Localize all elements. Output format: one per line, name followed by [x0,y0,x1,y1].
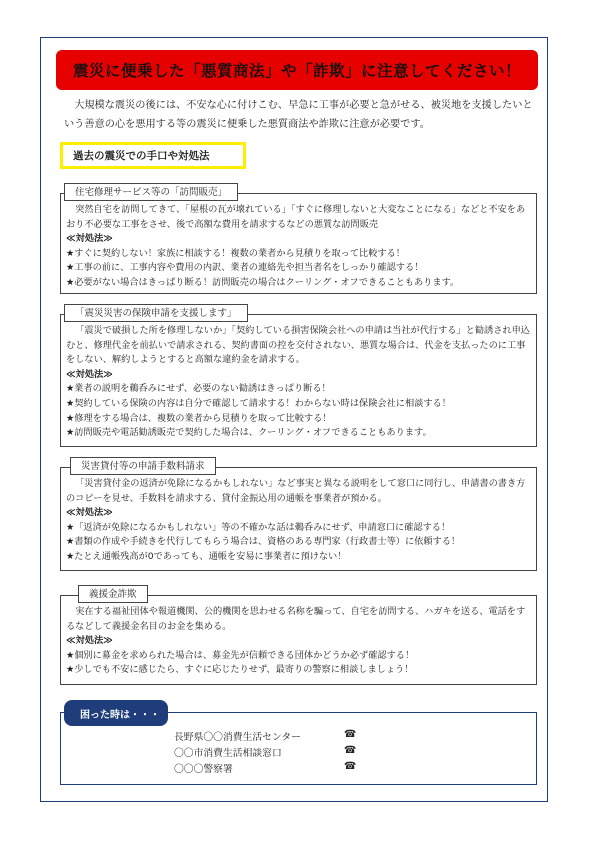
section-description: 「災害貸付金の返済が免除になるかもしれない」など事実と異なる説明をして窓口に同行し、申請書の書き方のコピーを見せ、手数料を請求する、貸付金振込用の通帳を事業者が預かる。 [66,478,526,504]
section-body-donation-fraud [66,605,532,678]
countermeasure-item: ★訪問販売や電話勧誘販売で契約した場合は、クーリング・オフできることもあります。 [66,427,432,439]
section-description: 実在する福祉団体や報道機関、公的機関を思わせる名称を騙って、自宅を訪問する、ハガキを送る、電話をするなどして義援金名目のお金を集める。 [66,606,526,632]
countermeasure-item: ★業者の説明を鵜呑みにせず、必要のない勧誘はきっぱり断る！ [66,383,331,395]
countermeasure-item: ★たとえ通帳残高が0であっても、通帳を安易に事業者に預けない！ [66,550,347,562]
section-body-loan-fee [66,477,532,565]
contact-heading: 困った時は・・・ [64,700,168,726]
section-body-insurance [66,324,532,441]
section-tab-visit-sales: 住宅修理サービス等の「訪問販売」 [64,183,238,201]
countermeasure-label: ≪対処法≫ [66,368,113,380]
title-banner [56,50,538,90]
phone-icon: ☎ [344,745,357,756]
intro-text: 大規模な震災の後には、不安な心に付けこむ、早急に工事が必要と急がせる、被災地を支援したいという善意の心を悪用する等の震災に便乗した悪質商法や詐欺に注意が必要です。 [64,100,533,130]
section-tab-loan-fee: 災害貸付等の申請手数料請求 [70,457,216,475]
countermeasure-label: ≪対処法≫ [66,635,113,647]
subheading-box [60,142,246,169]
contact-name: 長野県〇〇消費生活センター [174,732,301,743]
contact-name: 〇〇市消費生活相談窓口 [174,748,282,759]
countermeasure-item: ★修理をする場合は、複数の業者から見積りを取って比較する！ [66,412,332,424]
section-description: 突然自宅を訪問してきて、「屋根の瓦が壊れている」「すぐに修理しないと大変なことになる」などと不安をあおり不必要な工事をさせ、後で高額な費用を請求するなどの悪質な訪問販売 [66,204,526,230]
countermeasure-item: ★工事の前に、工事内容や費用の内訳、業者の連絡先や担当者名をしっかり確認する！ [66,262,424,274]
section-tab-donation-fraud: 義援金詐欺 [78,585,148,603]
countermeasure-item: ★個別に募金を求められた場合は、募金先が信頼できる団体かどうか必ず確認する！ [66,649,415,661]
page-title: 震災に便乗した「悪質商法」や「詐欺」に注意してください！ [72,62,521,80]
subheading: 過去の震災での手口や対処法 [73,150,210,162]
section-description: 「震災で破損した所を修理しないか」「契約している損害保険会社への申請は当社が代行する」と勧誘され申込むと、修理代金を前払いで請求される、契約書面の控を交付されない、悪質な場合は、代金を支払ったのに工事をしない、解約しようとすると高額な違約金を請求する。 [66,325,530,366]
section-body-visit-sales [66,203,532,291]
countermeasure-item: ★すぐに契約しない！家族に相談する！複数の業者から見積りを取って比較する！ [66,247,405,259]
countermeasure-item: ★「返済が免除になるかもしれない」等の不確かな話は鵜呑みにせず、申請窓口に確認する！ [66,521,451,533]
phone-icon: ☎ [344,761,357,772]
contact-row [174,729,356,743]
countermeasure-label: ≪対処法≫ [66,233,113,245]
countermeasure-item: ★少しでも不安に感じたら、すぐに応じたりせず、最寄りの警察に相談しましょう！ [66,664,414,676]
contact-row [174,745,356,759]
phone-icon: ☎ [344,729,357,740]
countermeasure-label: ≪対処法≫ [66,507,113,519]
countermeasure-item: ★書類の作成や手続きを代行してもらう場合は、資格のある専門家（行政書士等）に依頼する！ [66,536,461,548]
countermeasure-item: ★必要がない場合はきっぱり断る！訪問販売の場合はクーリング・オフできることもあります。 [66,276,460,288]
contact-name: 〇〇〇警察署 [174,764,233,775]
countermeasure-item: ★契約している保険の内容は自分で確認して請求する！わからない時は保険会社に相談する！ [66,397,451,409]
section-tab-insurance: 「震災災害の保険申請を支援します」 [64,304,248,322]
contact-row [174,761,356,775]
